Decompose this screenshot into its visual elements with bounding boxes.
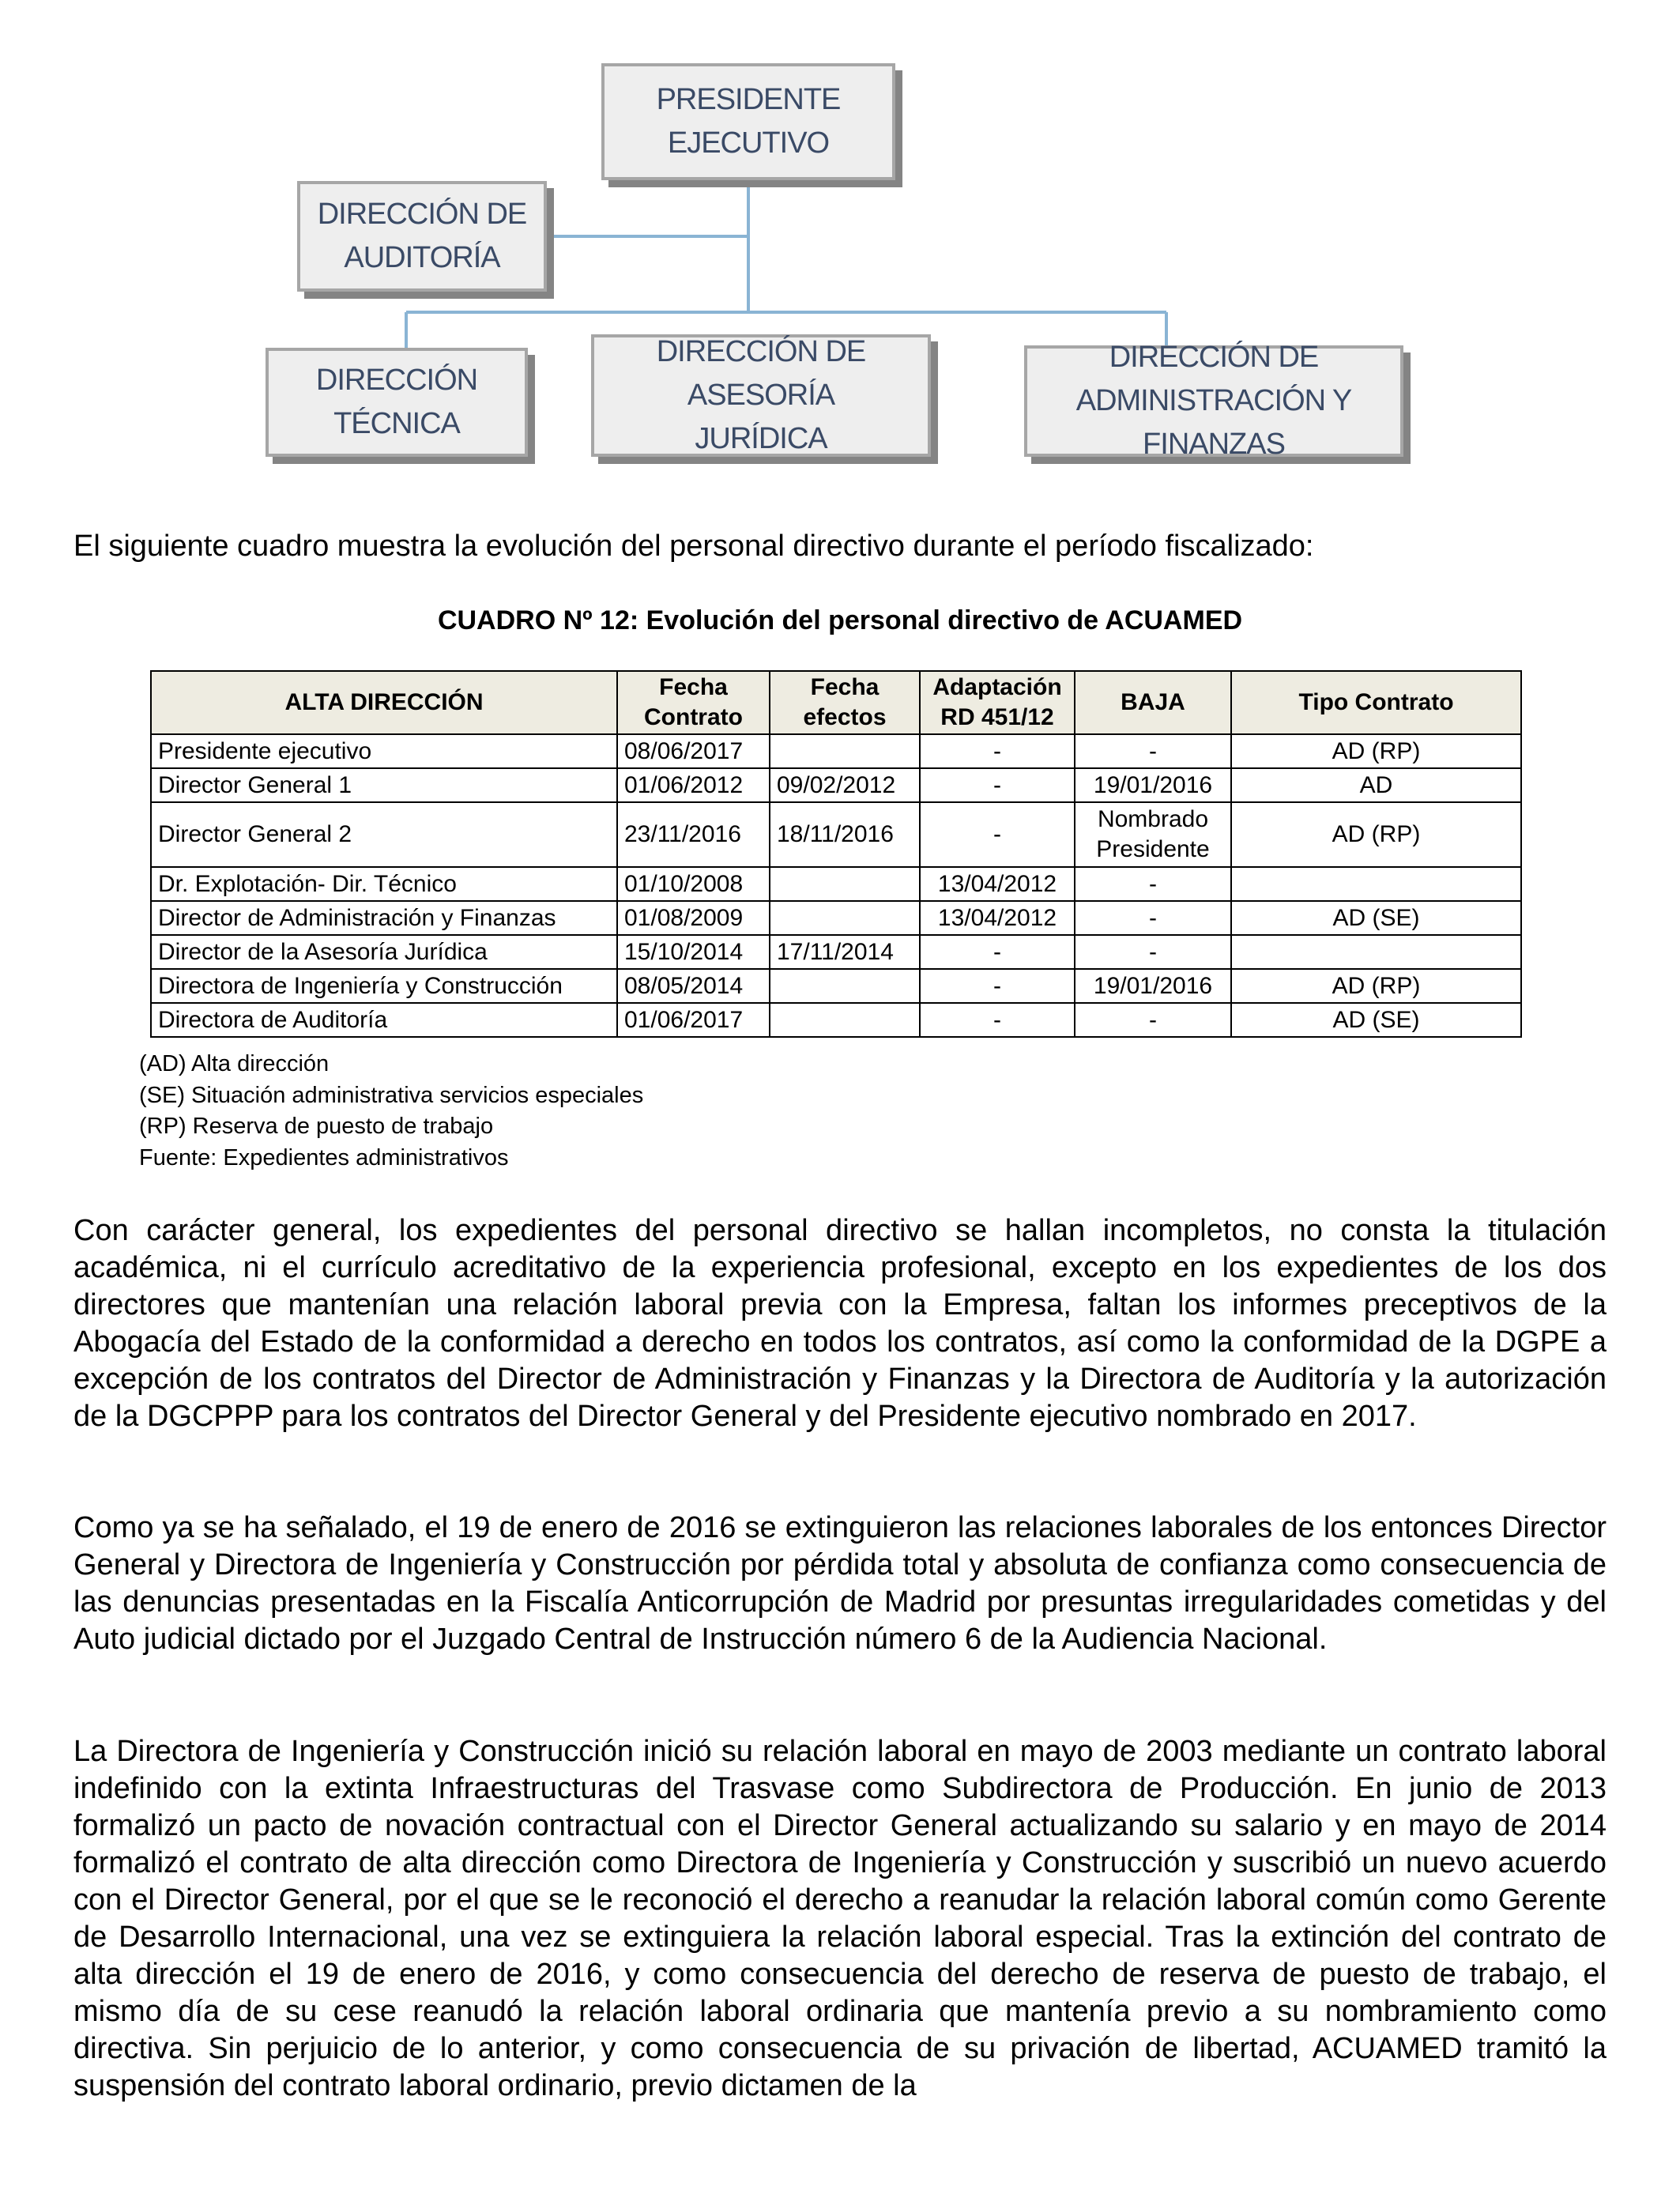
table-cell: Director General 1 bbox=[151, 768, 617, 802]
table-cell: - bbox=[920, 935, 1075, 969]
note-fuente: Fuente: Expedientes administrativos bbox=[139, 1144, 509, 1171]
paragraph-extincion: Como ya se ha señalado, el 19 de enero de 2016 se extinguieron las relaciones laborales de los entonces Director General y Directora de Ingeniería y Construcción por pérdida total y absoluta de confianza como consecuencia de las denuncias presentadas en la Fiscalía Anticorrupción de Madrid por presuntas irregularidades cometidas y del Auto judicial dictado por el Juzgado Central de Instrucción número 6 de la Audiencia Nacional. bbox=[73, 1511, 1607, 1656]
note-rp: (RP) Reserva de puesto de trabajo bbox=[139, 1114, 494, 1139]
table-cell: Nombrado Presidente bbox=[1075, 802, 1231, 867]
org-box-direccion-auditoria bbox=[297, 181, 547, 292]
org-box-label: PRESIDENTE bbox=[656, 82, 841, 116]
table-row bbox=[151, 1003, 1521, 1037]
table-cell: 19/01/2016 bbox=[1075, 969, 1231, 1003]
table-cell: 09/02/2012 bbox=[770, 768, 920, 802]
org-box-label: AUDITORÍA bbox=[344, 241, 500, 274]
table-cell: - bbox=[1075, 867, 1231, 901]
table-cell: 15/10/2014 bbox=[617, 935, 770, 969]
table-cell bbox=[1231, 867, 1521, 901]
table-cell: 13/04/2012 bbox=[920, 901, 1075, 935]
org-box-label: DIRECCIÓN TÉCNICA bbox=[315, 363, 478, 440]
note-ad: (AD) Alta dirección bbox=[139, 1051, 330, 1076]
paragraph-directora: La Directora de Ingeniería y Construcción inició su relación laboral en mayo de 2003 mediante un contrato laboral indefinido con la extinta Infraestructuras del Trasvase como Subdirectora de Producción. En junio de 2013 formalizó un pacto de novación contractual con el Director General actualizando su salario y en mayo de 2014 formalizó el contrato de alta dirección como Directora de Ingeniería y Construcción y suscribió un nuevo acuerdo con el Director General, por el que se le reconoció el derecho a reanudar la relación laboral común como Gerente de Desarrollo Internacional, una vez se extinguiera la relación laboral especial. Tras la extinción del contrato de alta dirección el 19 de enero de 2016, y como consecuencia del derecho de reserva de puesto de trabajo, el mismo día de su cese reanudó la relación laboral ordinaria que mantenía previo a su nombramiento como directiva. Sin perjuicio de lo anterior, y como consecuencia de su privación de libertad, ACUAMED tramitó la suspensión del contrato laboral ordinario, previo dictamen de la bbox=[73, 1735, 1607, 2102]
table-cell: - bbox=[920, 802, 1075, 867]
table-notes bbox=[139, 1049, 643, 1174]
table-cell: 01/08/2009 bbox=[617, 901, 770, 935]
table-row bbox=[151, 901, 1521, 935]
table-cell: Dr. Explotación- Dir. Técnico bbox=[151, 867, 617, 901]
table-cell: AD (SE) bbox=[1231, 901, 1521, 935]
table-header-row bbox=[151, 671, 1521, 734]
header-fecha-efectos: Fecha efectos bbox=[770, 671, 920, 734]
table-cell: - bbox=[1075, 935, 1231, 969]
table-cell: 17/11/2014 bbox=[770, 935, 920, 969]
table-title: CUADRO Nº 12: Evolución del personal directivo de ACUAMED bbox=[437, 605, 1243, 635]
org-box-label: DIRECCIÓN DE bbox=[1109, 340, 1319, 374]
table-cell: - bbox=[920, 768, 1075, 802]
table-cell: AD (RP) bbox=[1231, 734, 1521, 768]
org-box-label: DIRECCIÓN DE ASESORÍA bbox=[656, 334, 866, 412]
org-box-direccion-administracion bbox=[1024, 340, 1403, 462]
personnel-table bbox=[150, 670, 1522, 1038]
table-cell: Director General 2 bbox=[151, 802, 617, 867]
table-cell: AD (RP) bbox=[1231, 802, 1521, 867]
table-cell: Director de Administración y Finanzas bbox=[151, 901, 617, 935]
org-chart bbox=[0, 0, 1680, 474]
table-cell: 08/05/2014 bbox=[617, 969, 770, 1003]
table-row bbox=[151, 802, 1521, 867]
table-cell: 01/06/2012 bbox=[617, 768, 770, 802]
table-cell: 01/06/2017 bbox=[617, 1003, 770, 1037]
table-row bbox=[151, 734, 1521, 768]
table-cell bbox=[770, 969, 920, 1003]
table-cell bbox=[770, 867, 920, 901]
table-row bbox=[151, 867, 1521, 901]
table-cell: AD (RP) bbox=[1231, 969, 1521, 1003]
table-cell: 23/11/2016 bbox=[617, 802, 770, 867]
table-cell: - bbox=[1075, 734, 1231, 768]
header-adaptacion: Adaptación RD 451/12 bbox=[920, 671, 1075, 734]
table-cell: - bbox=[1075, 1003, 1231, 1037]
org-box-direccion-tecnica bbox=[266, 348, 528, 457]
table-row bbox=[151, 768, 1521, 802]
table-cell: Directora de Auditoría bbox=[151, 1003, 617, 1037]
header-baja: BAJA bbox=[1075, 671, 1231, 734]
table-cell: 01/10/2008 bbox=[617, 867, 770, 901]
table-cell: AD bbox=[1231, 768, 1521, 802]
table-cell bbox=[770, 901, 920, 935]
note-se: (SE) Situación administrativa servicios especiales bbox=[139, 1082, 644, 1108]
org-box-label: ADMINISTRACIÓN Y FINANZAS bbox=[1075, 383, 1352, 462]
header-tipo-contrato: Tipo Contrato bbox=[1231, 671, 1521, 734]
org-box-direccion-asesoria-juridica bbox=[591, 334, 931, 457]
table-row bbox=[151, 969, 1521, 1003]
table-cell bbox=[1231, 935, 1521, 969]
header-fecha-contrato: Fecha Contrato bbox=[617, 671, 770, 734]
header-alta-direccion: ALTA DIRECCIÓN bbox=[151, 671, 617, 734]
table-cell: AD (SE) bbox=[1231, 1003, 1521, 1037]
table-cell bbox=[770, 734, 920, 768]
intro-text: El siguiente cuadro muestra la evolución del personal directivo durante el período fiscalizado: bbox=[73, 530, 1314, 563]
org-box-label: JURÍDICA bbox=[695, 422, 827, 456]
table-cell: 13/04/2012 bbox=[920, 867, 1075, 901]
table-cell: - bbox=[1075, 901, 1231, 935]
table-cell: - bbox=[920, 1003, 1075, 1037]
table-cell: 08/06/2017 bbox=[617, 734, 770, 768]
org-box-presidente-ejecutivo bbox=[601, 63, 895, 180]
table-cell: - bbox=[920, 734, 1075, 768]
table-cell: Presidente ejecutivo bbox=[151, 734, 617, 768]
table-cell: 19/01/2016 bbox=[1075, 768, 1231, 802]
table-row bbox=[151, 935, 1521, 969]
org-box-label: EJECUTIVO bbox=[667, 126, 830, 160]
table-cell bbox=[770, 1003, 920, 1037]
table-cell: 18/11/2016 bbox=[770, 802, 920, 867]
table-cell: Directora de Ingeniería y Construcción bbox=[151, 969, 617, 1003]
paragraph-expedientes: Con carácter general, los expedientes del personal directivo se hallan incompletos, no consta la titulación académica, ni el currículo acreditativo de la experiencia profesional, excepto en los expedientes de los dos directores que mantenían una relación laboral previa con la Empresa, faltan los informes preceptivos de la Abogacía del Estado de la conformidad a derecho en todos los contratos, así como la conformidad de la DGPE a excepción de los contratos del Director de Administración y Finanzas y la Directora de Auditoría y la autorización de la DGCPPP para los contratos del Director General y del Presidente ejecutivo nombrado en 2017. bbox=[73, 1214, 1607, 1433]
table-cell: Director de la Asesoría Jurídica bbox=[151, 935, 617, 969]
table-cell: - bbox=[920, 969, 1075, 1003]
org-box-label: DIRECCIÓN DE bbox=[317, 197, 527, 231]
